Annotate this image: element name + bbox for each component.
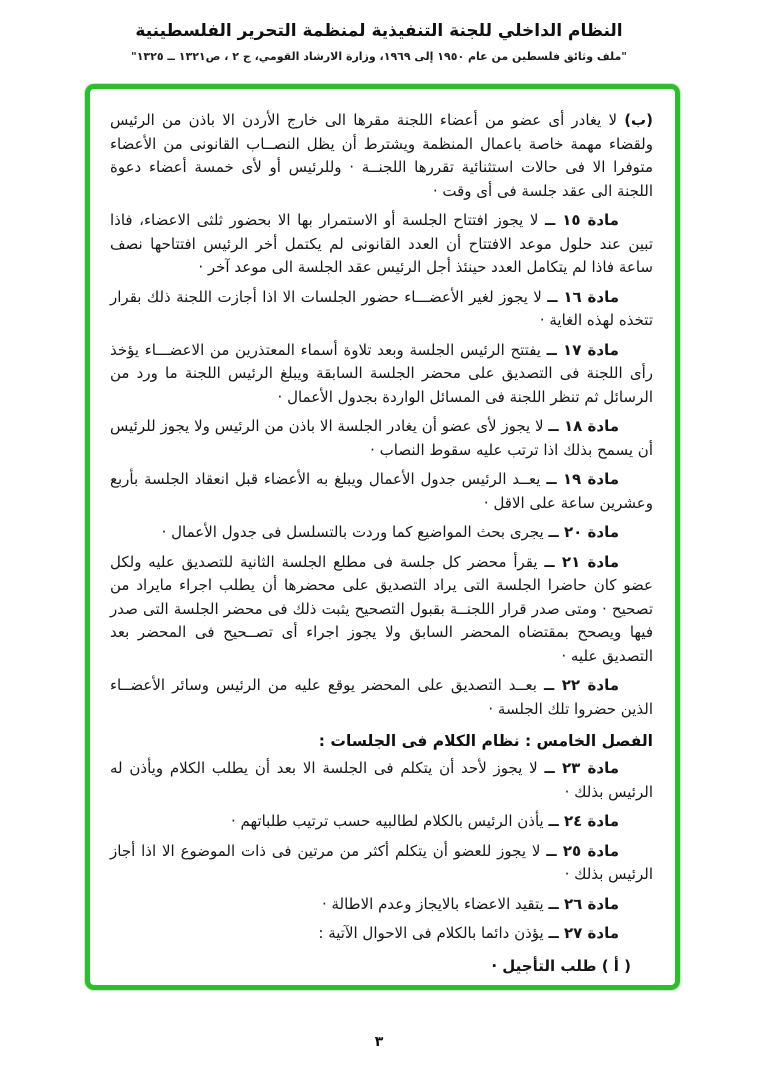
article-paragraph <box>110 468 653 515</box>
paragraph-label: مادة ٢١ ــ <box>544 552 619 571</box>
paragraph-text: يجرى بحث المواضيع كما وردت بالتسلسل فى جدول الأعمال · <box>161 523 544 541</box>
paragraph-label: ( أ ) <box>601 956 631 975</box>
article-paragraph <box>110 893 653 917</box>
paragraph-label: مادة ٢٦ ــ <box>548 894 619 913</box>
paragraph-text: يفتتح الرئيس الجلسة وبعد تلاوة أسماء المعتذرين من الاعضـــاء يؤخذ رأى اللجنة فى التصديق على محضر الجلسة السابقة ويبلغ الرئيس اللجنة ما ورد من الرسائل ثم تنظر اللجنة فى المسائل الواردة بجدول الأعمال · <box>110 340 653 406</box>
paragraph-label: مادة ٢٣ ــ <box>544 759 619 777</box>
document-header <box>0 0 758 63</box>
subclause-paragraph <box>110 955 653 979</box>
paragraph-text: لا يجوز لغير الأعضـــاء حضور الجلسات الا اذا أجازت اللجنة ذلك بقرار تتخذه لهذه الغاية · <box>110 287 653 329</box>
paragraph-text: لا يجوز للعضو أن يتكلم أكثر من مرتين فى ذات الموضوع الا اذا أجاز الرئيس بذلك · <box>110 841 653 883</box>
paragraph-text: يعــد الرئيس جدول الأعمال ويبلغ به الأعضاء قبل انعقاد الجلسة بأربع وعشرين ساعة على الاقل · <box>110 470 653 512</box>
paragraph-label: (ب) <box>624 111 653 129</box>
article-paragraph <box>110 810 653 834</box>
document-subtitle: "ملف وثائق فلسطين من عام ١٩٥٠ إلى ١٩٦٩، وزارة الارشاد القومي، ج ٢ ، ص١٣٢١ ــ ١٣٢٥" <box>130 50 627 64</box>
paragraph-text: بعــد التصديق على المحضر يوقع عليه من الرئيس وسائر الأعضــاء الذين حضروا تلك الجلسة · <box>110 676 653 718</box>
article-paragraph <box>110 757 653 804</box>
page-number: ٣ <box>374 1034 384 1050</box>
paragraph-label: مادة ١٥ ــ <box>544 211 619 229</box>
section-heading: الفصل الخامس : نظام الكلام فى الجلسات : <box>318 732 653 750</box>
article-paragraph <box>110 415 653 462</box>
paragraph-label: مادة ١٨ ــ <box>548 417 619 435</box>
paragraph-label: مادة ١٧ ــ <box>546 340 619 359</box>
paragraph-label: مادة ٢٥ ــ <box>546 841 619 860</box>
paragraph-text: لا يجوز افتتاح الجلسة أو الاستمرار بها الا بحضور ثلثى الاعضاء، فاذا تبين عند حلول موعد الافتتاح أن العدد القانونى لم يكتمل أخر الرئيس افتتاحها نصف ساعة فاذا لم يتكامل العدد حينئذ أجل الرئيس عقد الجلسة الى موعد آخر · <box>110 211 653 276</box>
article-paragraph <box>110 674 653 721</box>
article-paragraph <box>110 840 653 887</box>
paragraph-label: مادة ٢٢ ــ <box>543 676 619 694</box>
article-paragraph <box>110 339 653 410</box>
paragraph-text: لا يغادر أى عضو من أعضاء اللجنة مقرها الى خارج الأردن الا باذن من الرئيس ولقضاء مهمة خاصة باعمال المنظمة ويشترط أن يظل النصــاب القانونى من الأعضاء متوفرا الا فى حالات استثنائية تقررها اللجنــة · وللرئيس أو لأى خمسة أعضاء دعوة اللجنة الى عقد جلسة فى أى وقت · <box>110 111 653 200</box>
article-paragraph <box>110 551 653 669</box>
paragraph-label: مادة ١٦ ــ <box>547 287 619 306</box>
content-border-box <box>85 84 680 990</box>
paragraph-text: طلب التأجيل · <box>491 956 597 975</box>
paragraph-label: مادة ٢٤ ــ <box>548 812 619 830</box>
article-paragraph <box>110 922 653 946</box>
paragraph-text: لا يجوز لأى عضو أن يغادر الجلسة الا باذن من الرئيس ولا يجوز للرئيس أن يسمح بذلك اذا ترتب عليه سقوط النصاب · <box>110 417 653 459</box>
paragraph-label: مادة ٢٧ ــ <box>548 924 619 942</box>
clause-paragraph <box>110 109 653 203</box>
document-body <box>110 109 653 978</box>
paragraph-text: يأذن الرئيس بالكلام لطالبيه حسب ترتيب طلباتهم · <box>231 812 544 830</box>
paragraph-text: لا يجوز لأحد أن يتكلم فى الجلسة الا بعد أن يطلب الكلام ويأذن له الرئيس بذلك · <box>110 759 653 801</box>
paragraph-text: يؤذن دائما بالكلام فى الاحوال الآتية : <box>318 924 544 942</box>
document-title: النظام الداخلي للجنة التنفيذية لمنظمة التحرير الفلسطينية <box>135 21 623 41</box>
paragraph-label: مادة ١٩ ــ <box>546 470 619 488</box>
article-paragraph <box>110 286 653 333</box>
article-paragraph <box>110 209 653 280</box>
article-paragraph <box>110 521 653 545</box>
paragraph-label: مادة ٢٠ ــ <box>548 523 619 541</box>
paragraph-text: يتقيد الاعضاء بالايجاز وعدم الاطالة · <box>321 894 544 913</box>
paragraph-text: يقرأ محضر كل جلسة فى مطلع الجلسة الثانية للتصديق عليه ولكل عضو كان حاضرا الجلسة التى يراد التصديق على محضرها أن يطلب اجراء مايراد من تصحيح · ومتى صدر قرار اللجنــة بقبول التصحيح يثبت ذلك فى محضر الجلسة التى صدر فيها ويصحح بمقتضاه المحضر السابق ولا يجوز اجراء أى تصــحيح فى المحضر بعد التصديق عليه · <box>110 552 653 665</box>
